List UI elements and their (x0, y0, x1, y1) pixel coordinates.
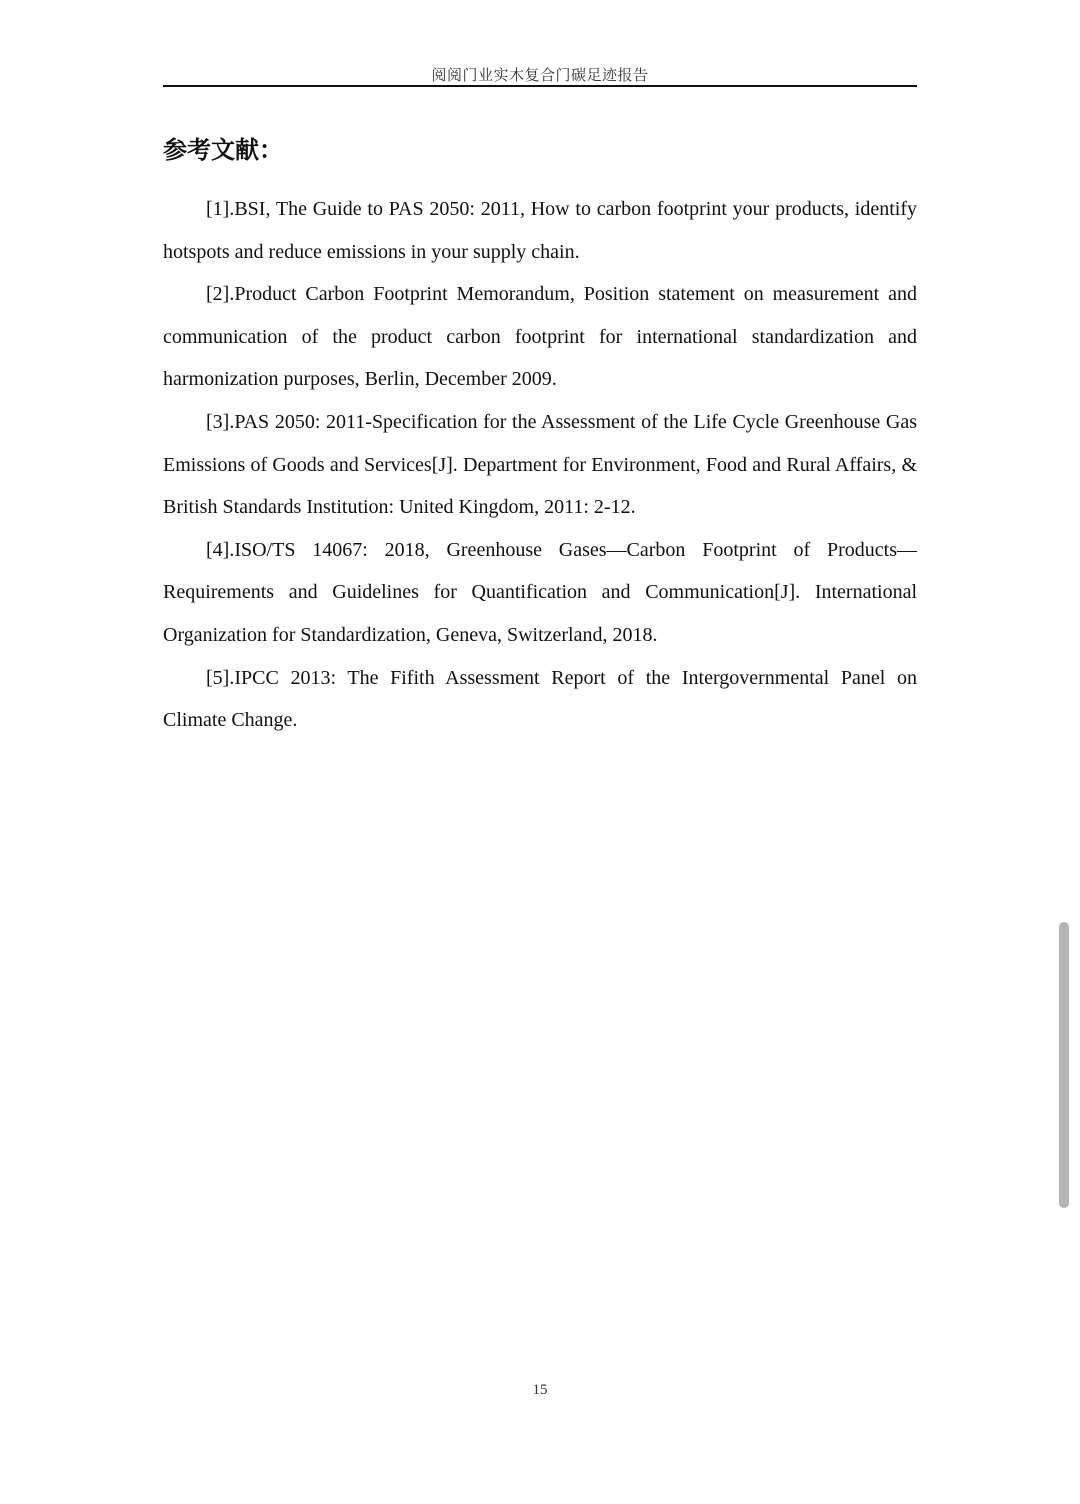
reference-label: [5]. (206, 666, 235, 689)
reference-item (163, 188, 917, 273)
reference-item (163, 401, 917, 529)
reference-list (163, 188, 917, 742)
running-header: 阅阅门业实木复合门碳足迹报告 (431, 68, 649, 84)
reference-text: Product Carbon Footprint Memorandum, Position statement on measurement and communication of the product carbon footprint for international standardization and harmonization purposes, Berlin, December 2009. (163, 283, 917, 391)
reference-text: PAS 2050: 2011-Specification for the Assessment of the Life Cycle Greenhouse Gas Emissions of Goods and Services[J]. Department for Environment, Food and Rural Affairs, & British Standards Institution: United Kingdom, 2011: 2-12. (163, 410, 917, 519)
reference-item (163, 273, 917, 401)
reference-text: BSI, The Guide to PAS 2050: 2011, How to carbon footprint your products, identify hotspots and reduce emissions in your supply chain. (163, 198, 917, 263)
reference-label: [3]. (206, 410, 235, 433)
section-heading-references: 参考文献： (163, 136, 283, 164)
reference-item (163, 529, 917, 657)
reference-label: [4]. (206, 538, 235, 561)
page-number: 15 (532, 1382, 548, 1398)
reference-label: [2]. (206, 283, 235, 306)
reference-item (163, 657, 917, 742)
header-divider (163, 85, 917, 87)
vertical-scrollbar[interactable] (1059, 922, 1069, 1208)
reference-text: ISO/TS 14067: 2018, Greenhouse Gases—Carbon Footprint of Products—Requirements and Guidelines for Quantification and Communication[J]. International Organization for Standardization, Geneva, Switzerland, 2018. (163, 538, 917, 646)
reference-text: IPCC 2013: The Fifith Assessment Report of the Intergovernmental Panel on Climate Change. (163, 666, 917, 732)
reference-label: [1]. (206, 198, 235, 220)
